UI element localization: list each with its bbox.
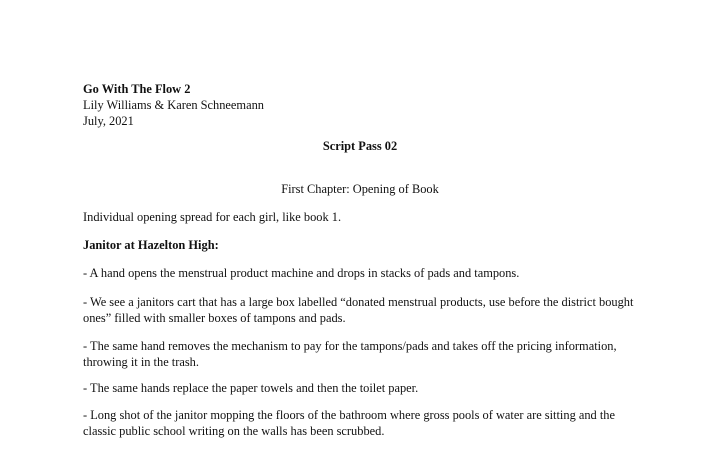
bullet-paragraph: - The same hand removes the mechanism to pay for the tampons/pads and takes off the pricing information, throwing it in the trash. — [83, 339, 617, 369]
section-heading: Janitor at Hazelton High: — [83, 238, 219, 252]
bullet-paragraph: - A hand opens the menstrual product machine and drops in stacks of pads and tampons. — [83, 266, 520, 280]
document-date: July, 2021 — [83, 114, 134, 128]
bullet-paragraph: - We see a janitors cart that has a large box labelled “donated menstrual products, use before the district bought ones” filled with smaller boxes of tampons and pads. — [83, 295, 634, 325]
document-authors: Lily Williams & Karen Schneemann — [83, 98, 264, 112]
chapter-heading: First Chapter: Opening of Book — [281, 182, 439, 196]
document-title: Go With The Flow 2 — [83, 82, 191, 96]
bullet-paragraph: - The same hands replace the paper towels and then the toilet paper. — [83, 381, 419, 395]
intro-paragraph: Individual opening spread for each girl, like book 1. — [83, 210, 342, 224]
script-pass-label: Script Pass 02 — [322, 139, 398, 153]
document-header — [83, 81, 264, 129]
bullet-paragraph: - Long shot of the janitor mopping the floors of the bathroom where gross pools of water are sitting and the classic public school writing on the walls has been scrubbed. — [83, 408, 615, 438]
